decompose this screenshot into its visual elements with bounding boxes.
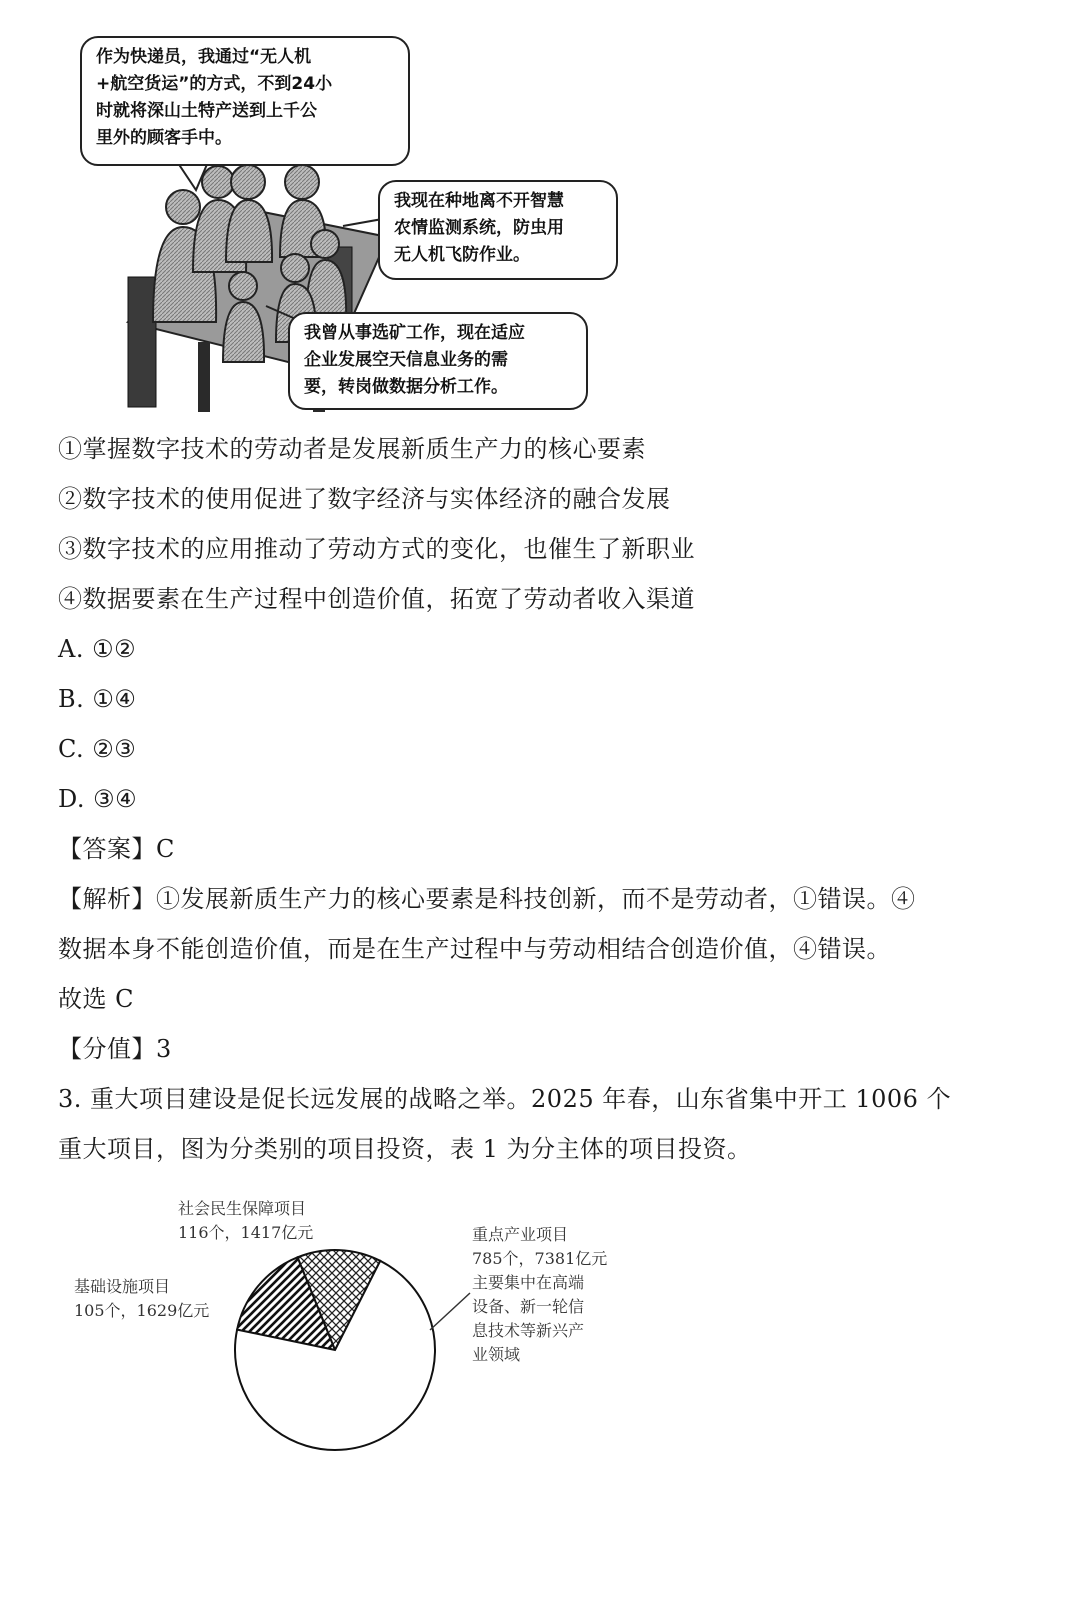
bubble-line: 我曾从事选矿工作，现在适应	[304, 323, 525, 343]
choice-c: C. ②③	[58, 735, 137, 763]
choice-b: B. ①④	[58, 685, 137, 713]
choice-a: A. ①②	[58, 635, 137, 663]
speech-bubble-farmer	[378, 180, 618, 280]
statement-3: ③数字技术的应用推动了劳动方式的变化，也催生了新职业	[58, 535, 695, 563]
bubble-line: 企业发展空天信息业务的需	[304, 350, 508, 370]
bubble-line: 要，转岗做数据分析工作。	[304, 377, 508, 397]
bubble-line: 我现在种地离不开智慧	[394, 191, 564, 211]
slice-value: 105个，1629亿元	[74, 1301, 210, 1320]
choice-d: D. ③④	[58, 785, 138, 813]
slice-note: 设备、新一轮信	[472, 1297, 585, 1316]
slice-note: 业领域	[472, 1345, 521, 1364]
question-3-line-2: 重大项目，图为分类别的项目投资，表 1 为分主体的项目投资。	[58, 1135, 752, 1163]
statement-2: ②数字技术的使用促进了数字经济与实体经济的融合发展	[58, 485, 671, 513]
analysis-line-2: 数据本身不能创造价值，而是在生产过程中与劳动相结合创造价值，④错误。	[58, 935, 891, 963]
statement-1: ①掌握数字技术的劳动者是发展新质生产力的核心要素	[58, 435, 646, 463]
speech-bubble-courier	[80, 36, 410, 166]
answer-line: 【答案】C	[58, 835, 175, 863]
slice-note: 息技术等新兴产	[472, 1321, 585, 1340]
analysis-line-3: 故选 C	[58, 985, 134, 1013]
slice-label: 基础设施项目	[74, 1277, 171, 1296]
speech-bubble-data-analyst	[288, 312, 588, 410]
slice-value: 785个，7381亿元	[472, 1249, 608, 1268]
bubble-line: 无人机飞防作业。	[394, 245, 530, 265]
question-3-line-1: 3. 重大项目建设是促长远发展的战略之举。2025 年春，山东省集中开工 1006 个	[58, 1085, 952, 1113]
pie-label-infrastructure	[74, 1275, 209, 1323]
bubble-line: 里外的顾客手中。	[96, 128, 232, 148]
statement-4: ④数据要素在生产过程中创造价值，拓宽了劳动者收入渠道	[58, 585, 695, 613]
pie-label-industry	[472, 1223, 607, 1367]
bubble-line: 农情监测系统，防虫用	[394, 218, 564, 238]
slice-value: 116个，1417亿元	[178, 1223, 314, 1242]
slice-label: 社会民生保障项目	[178, 1199, 307, 1218]
analysis-line-1: 【解析】①发展新质生产力的核心要素是科技创新，而不是劳动者，①错误。④	[58, 885, 916, 913]
bubble-line: 作为快递员，我通过“无人机	[96, 47, 312, 67]
slice-label: 重点产业项目	[472, 1225, 569, 1244]
cartoon-illustration	[58, 22, 648, 414]
bubble-line: +航空货运”的方式，不到24小	[96, 74, 333, 94]
score-line: 【分值】3	[58, 1035, 172, 1063]
investment-pie-chart	[60, 1185, 650, 1485]
slice-note: 主要集中在高端	[472, 1273, 585, 1292]
bubble-line: 时就将深山土特产送到上千公	[96, 101, 317, 121]
pie-label-social	[178, 1197, 313, 1245]
